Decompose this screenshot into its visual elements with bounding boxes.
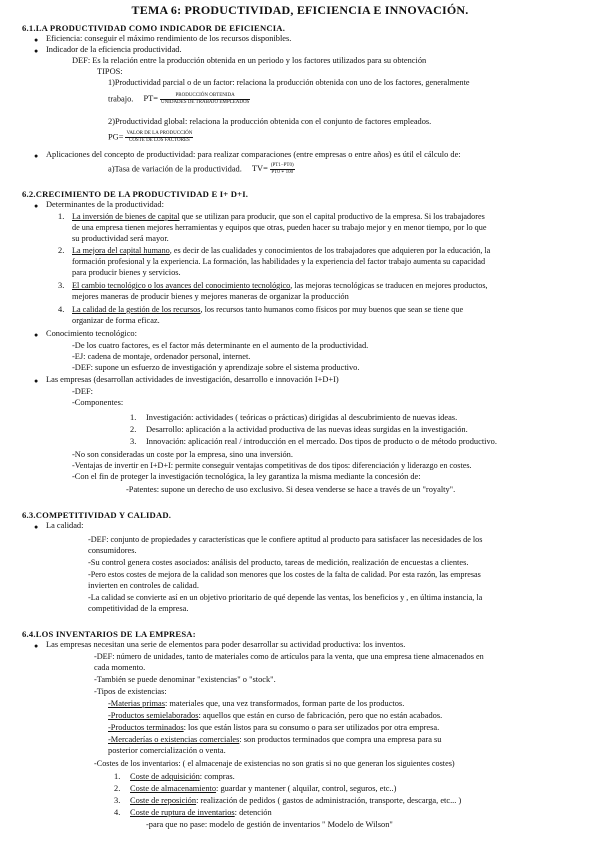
text-line: -DEF: número de unidades, tanto de materiales como de artículos para la venta, que una empresa tiene almacenados en — [94, 652, 484, 661]
text-line: -También se puede denominar "existencias" o "stock". — [94, 675, 276, 684]
list-item — [108, 699, 404, 710]
text-fragment: que se utilizan para producir, que son el capital productivo de la empresa. Si los trabajadores — [179, 212, 485, 221]
text-line: mejores maneras de producir bienes y mejores maneras de organizar la producción — [72, 292, 349, 301]
list-item — [130, 796, 461, 807]
text-line: Determinantes de la productividad: — [46, 200, 164, 209]
bullet-icon: ● — [34, 47, 39, 55]
formula-pt — [108, 93, 250, 106]
text-fragment: : compras. — [199, 772, 235, 781]
text-fragment: , las mejoras tecnológicas se traducen en mejores productos, — [290, 281, 488, 290]
text-line: Indicador de la eficiencia productividad. — [46, 45, 182, 54]
list-item — [130, 784, 396, 795]
list-item — [72, 212, 485, 223]
underlined-term: -Productos semielaborados — [108, 711, 199, 720]
text-fragment: : materiales que, una vez transformados, forman parte de los productos. — [164, 699, 405, 708]
formula-pg — [108, 131, 193, 144]
underlined-term: La mejora del capital humano — [72, 246, 170, 255]
underlined-term: -Productos terminados — [108, 723, 184, 732]
text-line: -Pero estos costes de mejora de la calidad son menores que los costes de la falta de calidad. Por esta razón, las empresas — [88, 570, 481, 579]
underlined-term: -Materias primas — [108, 699, 165, 708]
text-line: formación profesional y la experiencia. La formación, las habilidades y la experiencia del factor trabajo aumenta su capacidad — [72, 257, 486, 266]
text-line: -Con el fin de proteger la investigación tecnológica, la ley garantiza la misma mediante la concesión de: — [72, 472, 421, 481]
list-number: 2. — [58, 246, 65, 255]
fraction-denominator: PT0 ∗ 100 — [271, 170, 294, 175]
list-item — [108, 735, 441, 746]
fraction-denominator: UNIDADES DE TRABAJO EMPLEADOS — [160, 100, 250, 105]
text-line: -No son consideradas un coste por la empresa, sino una inversión. — [72, 450, 293, 459]
text-line: -Costes de los inventarios: ( el almacenaje de existencias no son gratis si no que generan los siguientes costes) — [94, 759, 455, 768]
text-line: Aplicaciones del concepto de productividad: para realizar comparaciones (entre empresas o entre años) es útil el cálculo de: — [46, 150, 461, 159]
text-line: -EJ: cadena de montaje, ordenador personal, internet. — [72, 352, 251, 361]
fraction — [160, 93, 250, 106]
list-number: 4. — [114, 808, 121, 817]
text-fragment: , es decir de las cualidades y conocimientos de los trabajadores que adquieren por la educación, la — [169, 246, 491, 255]
section-heading-6-2: 6.2.CRECIMIENTO DE LA PRODUCTIVIDAD E I+ D+I. — [22, 189, 249, 199]
text-line: organizar de forma eficaz. — [72, 316, 160, 325]
text-fragment: : son productos terminados que compra una empresa para su — [239, 735, 442, 744]
text-line: Eficiencia: conseguir el máximo rendimiento de los recursos disponibles. — [46, 34, 292, 43]
section-heading-6-3: 6.3.COMPETITIVIDAD Y CALIDAD. — [22, 510, 172, 520]
fraction — [270, 163, 295, 176]
text-fragment: : aquellos que están en curso de fabricación, pero que no están acabados. — [198, 711, 443, 720]
text-line: -DEF: — [72, 387, 93, 396]
document-title: TEMA 6: PRODUCTIVIDAD, EFICIENCIA E INNOVACIÓN. — [131, 3, 469, 17]
list-number: 1. — [58, 212, 65, 221]
list-item — [72, 305, 463, 316]
list-number: 1. — [114, 772, 121, 781]
underlined-term: -Mercaderías o existencias comerciales — [108, 735, 240, 744]
fraction-numerator: (PT1−PT0) — [270, 163, 294, 168]
formula-tv — [108, 163, 295, 176]
underlined-term: El cambio tecnológico o los avances del conocimiento tecnológico — [72, 281, 291, 290]
text-line: su productividad será mayor. — [72, 234, 169, 243]
list-number: 4. — [58, 305, 65, 314]
fraction-numerator: PRODUCCIÓN OBTENIDA — [160, 93, 250, 100]
list-number: 2. — [114, 784, 121, 793]
text-line: -La calidad se convierte así en un objetivo prioritario de qué depende las ventas, los beneficios y , en última instancia, la — [88, 593, 483, 602]
bullet-icon: ● — [34, 152, 39, 160]
list-item — [108, 711, 442, 722]
text-line: de una empresa tienen mejores herramientas y equipos que otras, pueden hacer su trabajo mejor y en menor tiempo, por lo que — [72, 223, 487, 232]
text-fragment: trabajo. — [108, 94, 134, 104]
formula-label: PG= — [108, 132, 124, 142]
section-heading-6-1: 6.1.LA PRODUCTIVIDAD COMO INDICADOR DE EFICIENCIA. — [22, 23, 286, 33]
text-line: -DEF: conjunto de propiedades y características que le confiere aptitud al producto para satisfacer las necesidades de los — [88, 535, 483, 544]
text-line: consumidores. — [88, 546, 137, 555]
text-line: cada momento. — [94, 663, 146, 672]
text-line: Las empresas necesitan una serie de elementos para poder desarrollar su actividad productiva: los inventos. — [46, 640, 406, 649]
list-item — [72, 246, 490, 257]
formula-label: TV= — [251, 164, 268, 174]
underlined-term: Coste de reposición — [130, 796, 197, 805]
list-item — [130, 808, 272, 819]
text-fragment: : los que están listos para su consumo o para ser utilizados por otra empresa. — [183, 723, 440, 732]
text-line: TIPOS: — [97, 67, 123, 76]
underlined-term: Coste de almacenamiento — [130, 784, 217, 793]
underlined-term: La calidad de la gestión de los recursos — [72, 305, 201, 314]
text-fragment: : detención — [234, 808, 272, 817]
text-line: -Ventajas de invertir en I+D+I: permite conseguir ventajas competitivas de dos tipos: diferenciación y liderazgo en costes. — [72, 461, 472, 470]
list-number: 1. — [130, 413, 137, 422]
fraction-denominator: COSTE DE LOS FACTORES — [128, 138, 190, 143]
text-line: invierten en controles de calidad. — [88, 581, 199, 590]
formula-label: PT= — [143, 94, 158, 104]
text-line: -De los cuatro factores, es el factor más determinante en el aumento de la productividad. — [72, 341, 369, 350]
text-line: para producir bienes y servicios. — [72, 268, 181, 277]
bullet-icon: ● — [34, 642, 39, 650]
list-item — [108, 723, 439, 734]
list-item — [130, 772, 235, 783]
list-item: Innovación: aplicación real / introducción en el mercado. Dos tipos de producto o de método productivo. — [146, 437, 497, 446]
list-number: 3. — [114, 796, 121, 805]
underlined-term: Coste de adquisición — [130, 772, 200, 781]
text-fragment: : guardar y mantener ( alquilar, control, seguros, etc..) — [216, 784, 397, 793]
text-line: Las empresas (desarrollan actividades de investigación, desarrollo e innovación I+D+I) — [46, 375, 339, 384]
text-fragment: : realización de pedidos ( gastos de administración, transporte, descarga, etc... ) — [196, 796, 462, 805]
text-line: DEF: Es la relación entre la producción obtenida en un periodo y los factores utilizados para su obtención — [72, 56, 427, 65]
list-item — [72, 281, 488, 292]
list-item: Desarrollo: aplicación a la actividad productiva de las nuevas ideas surgidas en la investigación. — [146, 425, 468, 434]
underlined-term: Coste de ruptura de inventarios — [130, 808, 235, 817]
bullet-icon: ● — [34, 377, 39, 385]
text-fragment: a)Tasa de variación de la productividad. — [108, 164, 242, 174]
fraction-numerator: VALOR DE LA PRODUCCIÓN — [126, 131, 193, 136]
text-line: -Tipos de existencias: — [94, 687, 167, 696]
text-line: -Su control genera costes asociados: análisis del producto, tareas de medición, realización de encuestas a clientes. — [88, 558, 469, 567]
bullet-icon: ● — [34, 36, 39, 44]
fraction — [125, 131, 193, 144]
list-item: Investigación: actividades ( teóricas o prácticas) dirigidas al descubrimiento de nuevas ideas. — [146, 413, 458, 422]
text-line: Conocimiento tecnológico: — [46, 329, 137, 338]
text-line: -para que no pase: modelo de gestión de inventarios " Modelo de Wilson" — [146, 820, 393, 829]
bullet-icon: ● — [34, 202, 39, 210]
text-line: 2)Productividad global: relaciona la producción obtenida con el conjunto de factores empleados. — [108, 117, 432, 126]
list-number: 3. — [130, 437, 137, 446]
text-line: 1)Productividad parcial o de un factor: relaciona la producción obtenida con uno de los factores, generalmente — [108, 78, 470, 87]
list-number: 3. — [58, 281, 65, 290]
text-fragment: , los recursos tanto humanos como físicos por muy buenos que sean se tiene que — [200, 305, 464, 314]
list-number: 2. — [130, 425, 137, 434]
text-line: -DEF: supone un esfuerzo de investigación y aprendizaje sobre el sistema productivo. — [72, 363, 360, 372]
text-line: competitividad de la empresa. — [88, 604, 189, 613]
text-line: posterior comercialización o venta. — [108, 746, 226, 755]
text-line: -Componentes: — [72, 398, 124, 407]
underlined-term: La inversión de bienes de capital — [72, 212, 180, 221]
section-heading-6-4: 6.4.LOS INVENTARIOS DE LA EMPRESA: — [22, 629, 196, 639]
bullet-icon: ● — [34, 523, 39, 531]
text-line: -Patentes: supone un derecho de uso exclusivo. Si desea venderse se hace a través de un "royalty". — [126, 485, 456, 494]
bullet-icon: ● — [34, 331, 39, 339]
text-line: La calidad: — [46, 521, 84, 530]
